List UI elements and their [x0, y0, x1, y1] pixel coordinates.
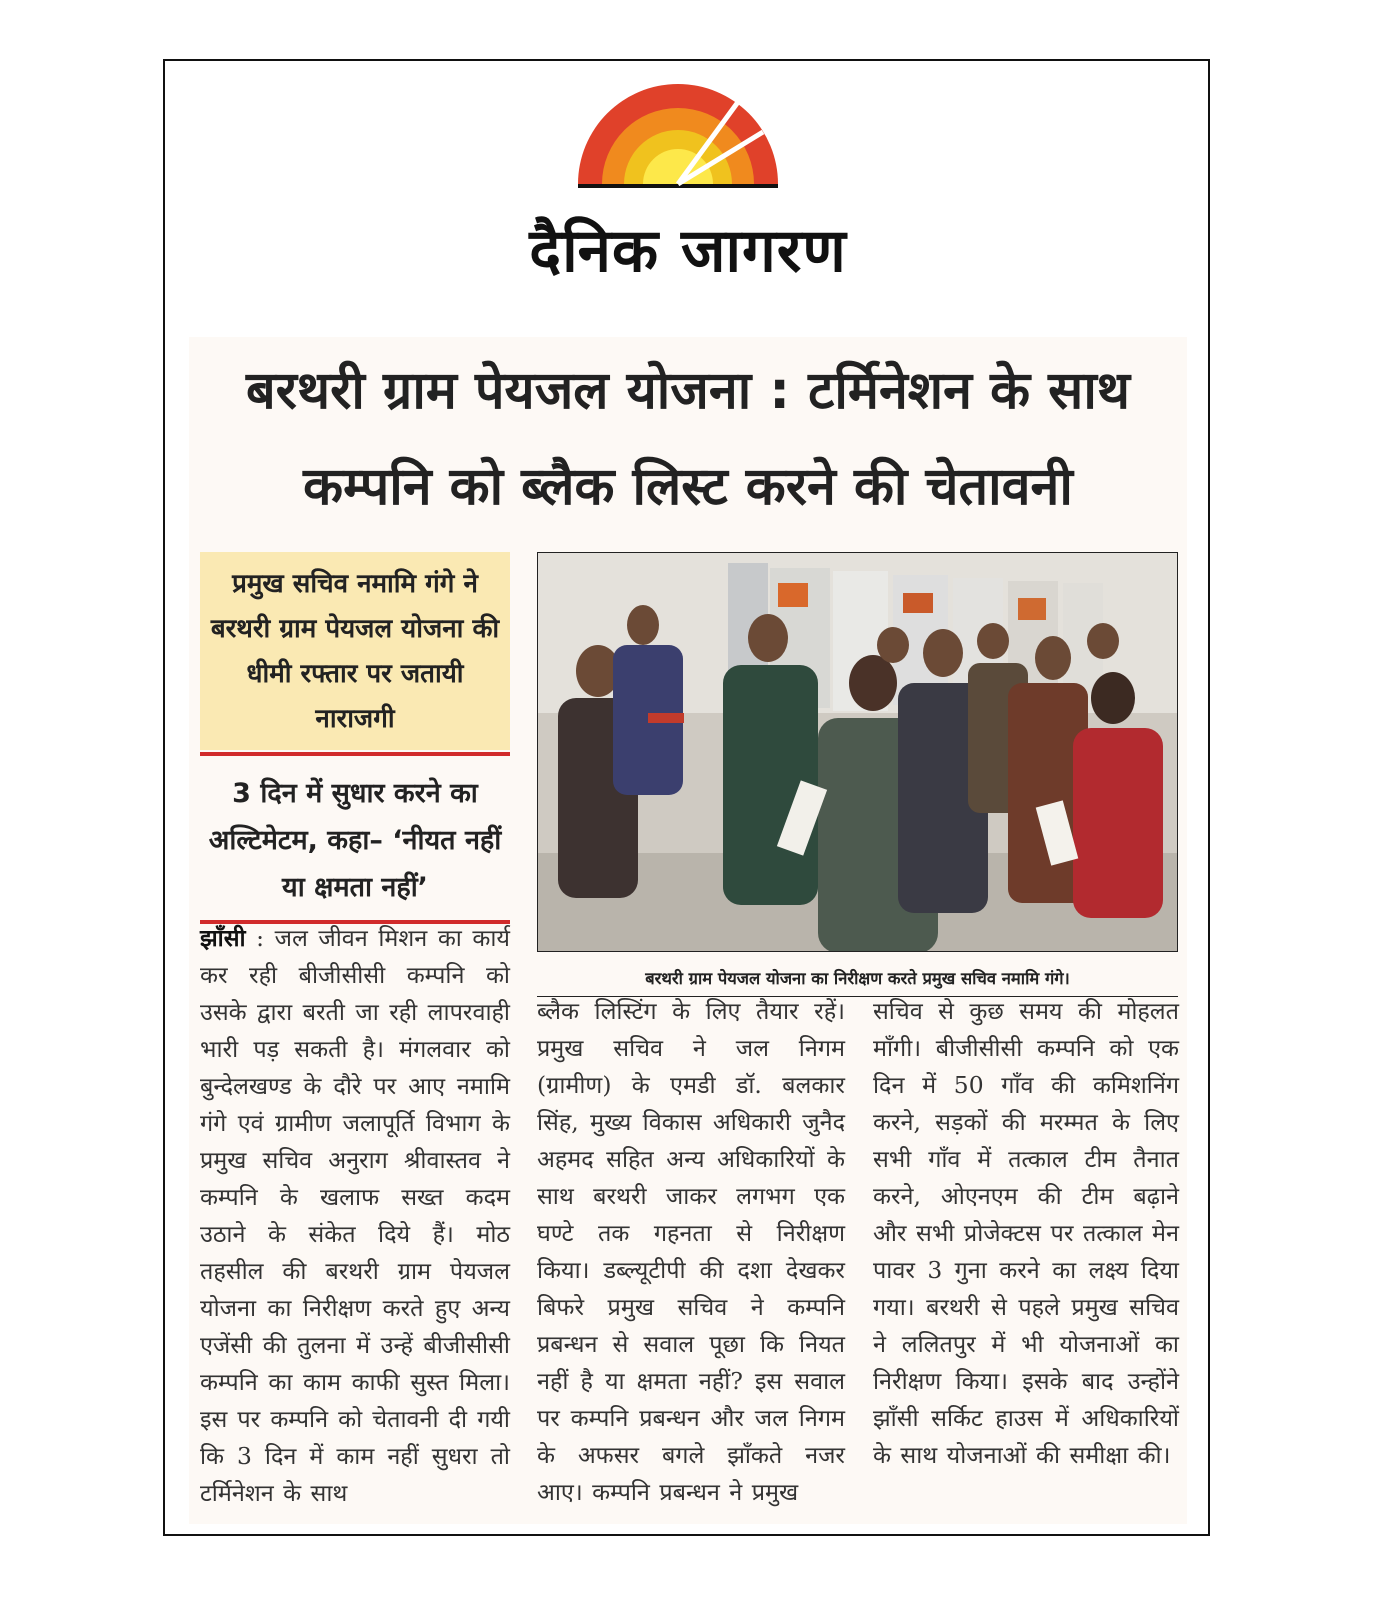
- newspaper-masthead: दैनिक जागरण: [529, 216, 847, 286]
- dainik-jagran-sun-logo: [578, 84, 778, 188]
- headline-line-1: बरथरी ग्राम पेयजल योजना : टर्मिनेशन के साथ: [245, 361, 1131, 421]
- article-column-3: [873, 993, 1179, 1474]
- red-divider: [200, 752, 510, 756]
- article-column-2: [537, 993, 845, 1511]
- article-headline: [190, 343, 1186, 535]
- article-column-1-text: : जल जीवन मिशन का कार्य कर रही बीजीसीसी कम्पनि को उसके द्वारा बरती जा रही लापरवाही भारी पड़ सकती है। मंगलवार को बुन्देलखण्ड के दौरे पर आए नमामि गंगे एवं ग्रामीण जलापूर्ति विभाग के प्रमुख सचिव अनुराग श्रीवास्तव ने कम्पनि के खलाफ सख्त कदम उठाने के संकेत दिये हैं। मोठ तहसील की बरथरी ग्राम पेयजल योजना का निरीक्षण करते हुए अन्य एजेंसी की तुलना में उन्हें बीजीसीसी कम्पनि का काम काफी सुस्त मिला। इस पर कम्पनि को चेतावनी दी गयी कि 3 दिन में काम नहीं सुधरा तो टर्मिनेशन के साथ: [200, 924, 510, 1507]
- headline-line-2: कम्पनि को ब्लैक लिस्ट करने की चेतावनी: [303, 457, 1073, 517]
- article-column-3-text: सचिव से कुछ समय की मोहलत माँगी। बीजीसीसी कम्पनि को एक दिन में 50 गाँव की कमिशनिंग करने, सड़कों की मरम्मत के लिए सभी गाँव में तत्काल टीम तैनात करने, ओएनएम की टीम बढ़ाने और सभी प्रोजेक्टस पर तत्काल मेन पावर 3 गुना करने का लक्ष्य दिया गया। बरथरी से पहले प्रमुख सचिव ने ललितपुर में भी योजनाओं का निरीक्षण किया। इसके बाद उन्होंने झाँसी सर्किट हाउस में अधिकारियों के साथ योजनाओं की समीक्षा की।: [873, 997, 1179, 1469]
- subheadline: 3 दिन में सुधार करने का अल्टिमेटम, कहा– ‘नीयत नहीं या क्षमता नहीं’: [208, 778, 502, 903]
- article-column-1: [200, 920, 510, 1512]
- inspection-photo-illustration: [538, 553, 1178, 952]
- article-column-2-text: ब्लैक लिस्टिंग के लिए तैयार रहें। प्रमुख सचिव ने जल निगम (ग्रामीण) के एमडी डॉ. बलकार सिंह, मुख्य विकास अधिकारी जुनैद अहमद सहित अन्य अधिकारियों के साथ बरथरी जाकर लगभग एक घण्टे तक गहनता से निरीक्षण किया। डब्ल्यूटीपी की दशा देखकर बिफरे प्रमुख सचिव ने कम्पनि प्रबन्धन से सवाल पूछा कि नियत नहीं है या क्षमता नहीं? इस सवाल पर कम्पनि प्रबन्धन और जल निगम के अफसर बगले झाँकते नजर आए। कम्पनि प्रबन्धन ने प्रमुख: [537, 997, 845, 1506]
- photo-caption: बरथरी ग्राम पेयजल योजना का निरीक्षण करते प्रमुख सचिव नमामि गंगे।: [537, 962, 1178, 997]
- highlight-box: प्रमुख सचिव नमामि गंगे ने बरथरी ग्राम पेयजल योजना की धीमी रफ्तार पर जतायी नाराजगी: [200, 552, 510, 750]
- article-dateline: झाँसी: [200, 924, 246, 952]
- article-photo: [537, 552, 1178, 952]
